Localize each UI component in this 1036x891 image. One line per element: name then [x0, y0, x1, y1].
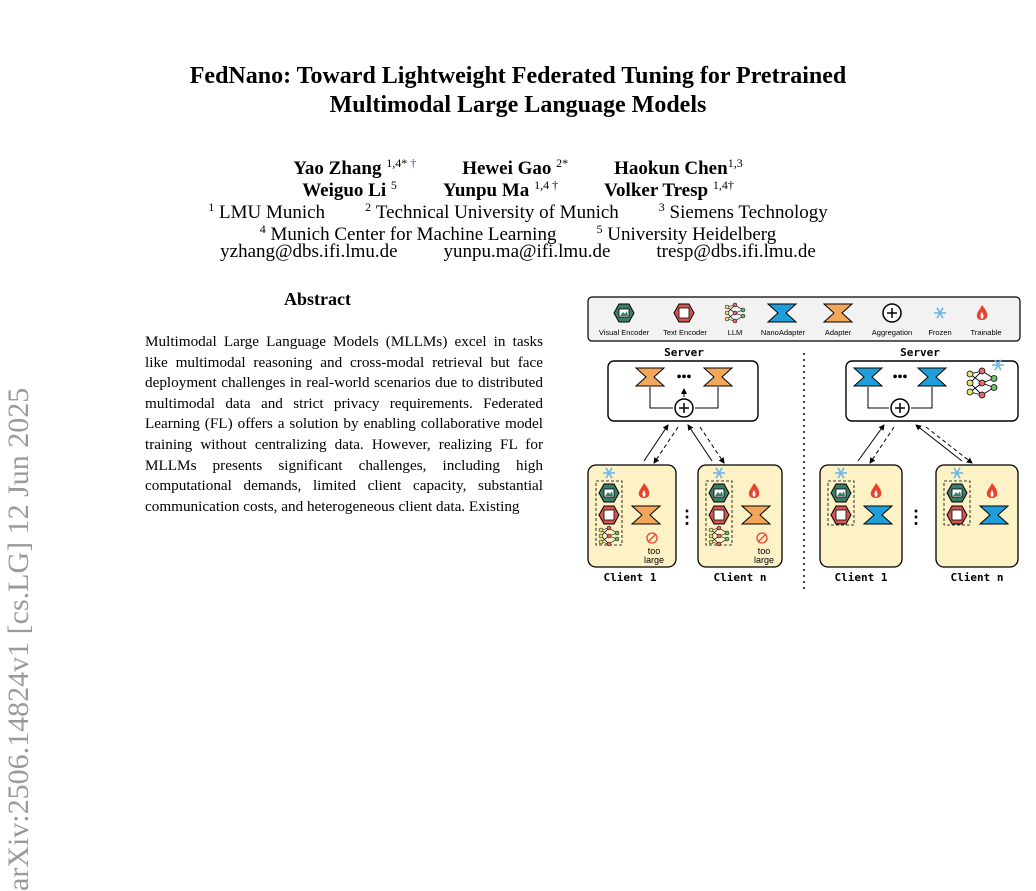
client1-left-label: Client 1 [603, 571, 657, 584]
method-figure [584, 293, 1024, 598]
text-encoder-icon [674, 304, 694, 322]
svg-text:too: too [757, 546, 771, 556]
legend-nano: NanoAdapter [760, 328, 806, 337]
abstract-heading: Abstract [284, 289, 351, 309]
legend-aggregation: Aggregation [871, 328, 913, 337]
legend-visual: Visual Encoder [598, 328, 650, 337]
arxiv-stamp: arXiv:2506.14824v1 [cs.LG] 12 Jun 2025 [2, 387, 35, 891]
visual-encoder-icon [614, 304, 634, 322]
legend-frozen: Frozen [928, 328, 952, 337]
aggregation-icon [883, 304, 901, 322]
paper-title-line1: FedNano: Toward Lightweight Federated Tuning for Pretrained [189, 63, 847, 89]
client1-right-label: Client 1 [834, 571, 888, 584]
svg-text:•••: ••• [676, 370, 692, 385]
affiliation-line-2: $^4$ Munich Center for Machine Learning $^5$ University Heidelberg [259, 222, 777, 245]
legend-trainable: Trainable [970, 328, 1002, 337]
abstract-body: Multimodal Large Language Models (MLLMs) excel in tasks like multimodal reasoning and cross-modal retrieval but face deployment challenges in real-world scenarios due to distributed multimodal data and strict privacy requirements. Federated Learning (FL) offers a solution by enabling collaborative model training without centralizing data. However, realizing FL for MLLMs presents significant challenges, including high computational demands, limited client capacity, substantial communication costs, and heterogeneous client data. Existing [145, 333, 543, 515]
author-line-1: Yao Zhang $^{1,4*}$ † Hewei Gao $^{2*}$ Haokun Chen$^{1,3}$ [293, 156, 743, 179]
svg-text:•••: ••• [892, 370, 908, 385]
legend-adapter: Adapter [824, 328, 852, 337]
svg-text:⋮: ⋮ [678, 507, 696, 527]
legend-llm: LLM [727, 328, 743, 337]
svg-text:large: large [643, 555, 665, 565]
svg-text:too: too [647, 546, 661, 556]
server-left-label: Server [664, 346, 704, 359]
clientn-left-label: Client n [713, 571, 767, 584]
affiliation-line-1: $^1$ LMU Munich $^2$ Technical University of Munich $^3$ Siemens Technology [208, 200, 828, 223]
legend-text: Text Encoder [663, 328, 707, 337]
paper-title-line2: Multimodal Large Language Models [329, 92, 707, 118]
author-line-2: Weiguo Li $^5$ Yunpu Ma $^{1,4}$ † Volker Tresp $^{1,4\dagger}$ [302, 178, 734, 201]
svg-text:large: large [753, 555, 775, 565]
email-line: yzhang@dbs.ifi.lmu.de yunpu.ma@ifi.lmu.de tresp@dbs.ifi.lmu.de [220, 241, 816, 262]
svg-text:⋮: ⋮ [907, 507, 925, 527]
clientn-right-label: Client n [950, 571, 1004, 584]
server-right-label: Server [900, 346, 940, 359]
